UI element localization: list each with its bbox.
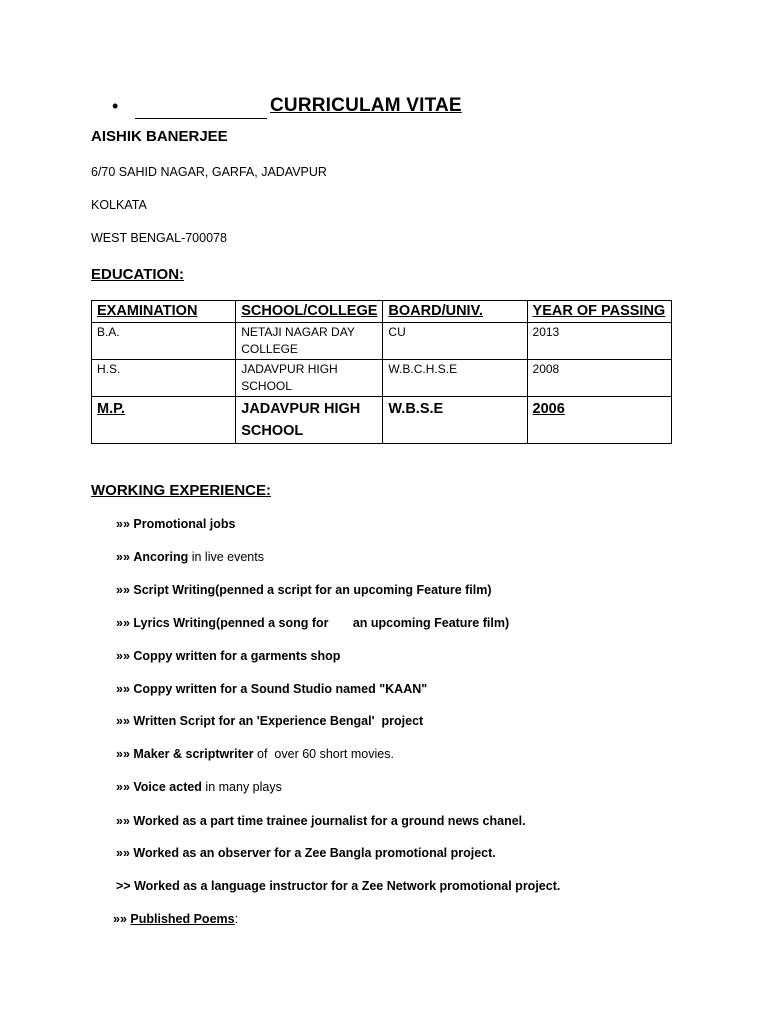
list-marker: »»	[116, 682, 130, 696]
list-item-text: of over 60 short movies.	[253, 747, 394, 761]
list-item	[116, 747, 394, 761]
cell-year	[527, 397, 671, 444]
address-line-1: 6/70 SAHID NAGAR, GARFA, JADAVPUR	[91, 165, 327, 179]
list-item	[116, 780, 282, 794]
list-item	[116, 846, 496, 860]
list-item-text: in live events	[188, 550, 264, 564]
list-marker: »»	[116, 714, 130, 728]
list-item-bold: Coppy written for a Sound Studio named "KAAN"	[133, 682, 428, 696]
title-rule	[135, 118, 267, 119]
list-marker: »»	[116, 814, 130, 828]
cell-exam-text: M.P.	[97, 401, 125, 417]
list-item-bold: Written Script for an 'Experience Bengal' project	[133, 714, 424, 728]
list-marker: »»	[116, 517, 130, 531]
cell-year: 2013	[527, 323, 671, 360]
published-poems-item	[113, 912, 238, 926]
cell-exam: H.S.	[92, 360, 236, 397]
cell-exam: B.A.	[92, 323, 236, 360]
list-marker: >>	[116, 879, 131, 893]
list-item-bold: Worked as a language instructor for a Zee Network promotional project.	[134, 879, 561, 893]
list-item-bold: Lyrics Writing(penned a song for an upcoming Feature film)	[133, 616, 510, 630]
experience-heading: WORKING EXPERIENCE:	[91, 482, 272, 499]
education-table	[91, 300, 672, 444]
list-marker: »»	[116, 846, 130, 860]
list-item-bold: Script Writing(penned a script for an upcoming Feature film)	[133, 583, 492, 597]
candidate-name: AISHIK BANERJEE	[91, 128, 228, 145]
list-item-text: in many plays	[201, 780, 282, 794]
list-item-bold: Worked as an observer for a Zee Bangla promotional project.	[133, 846, 496, 860]
published-poems-label: Published Poems	[130, 912, 235, 926]
table-row	[92, 397, 672, 444]
page-title: CURRICULAM VITAE	[270, 95, 462, 116]
cell-exam	[92, 397, 236, 444]
cell-school: JADAVPUR HIGH SCHOOL	[236, 397, 383, 444]
cell-school: NETAJI NAGAR DAY COLLEGE	[236, 323, 383, 360]
list-item-bold: Voice acted	[133, 780, 202, 794]
list-item-bold: Maker & scriptwriter	[133, 747, 254, 761]
list-marker: »»	[116, 780, 130, 794]
table-header-row	[92, 301, 672, 323]
title-bullet: •	[112, 96, 119, 116]
cell-board: W.B.S.E	[383, 397, 527, 444]
list-marker: »»	[116, 616, 130, 630]
column-header: EXAMINATION	[92, 301, 236, 323]
table-row	[92, 323, 672, 360]
list-marker: »»	[113, 912, 127, 926]
list-marker: »»	[116, 747, 130, 761]
address-line-2: KOLKATA	[91, 198, 147, 212]
list-item-bold: Coppy written for a garments shop	[133, 649, 341, 663]
list-marker: »»	[116, 550, 130, 564]
column-header: SCHOOL/COLLEGE	[236, 301, 383, 323]
table-row	[92, 360, 672, 397]
address-line-3: WEST BENGAL-700078	[91, 231, 227, 245]
cell-year-text: 2006	[532, 401, 565, 417]
list-item	[116, 616, 509, 630]
list-marker: »»	[116, 583, 130, 597]
list-item-bold: Promotional jobs	[133, 517, 236, 531]
list-item-bold: Worked as a part time trainee journalist for a ground news chanel.	[133, 814, 526, 828]
list-item	[116, 879, 560, 893]
list-item	[116, 649, 340, 663]
cell-school: JADAVPUR HIGH SCHOOL	[236, 360, 383, 397]
list-item	[116, 714, 423, 728]
cell-board: W.B.C.H.S.E	[383, 360, 527, 397]
education-heading: EDUCATION:	[91, 266, 185, 283]
list-marker: »»	[116, 649, 130, 663]
published-poems-suffix: :	[234, 912, 239, 926]
list-item	[116, 517, 235, 531]
list-item	[116, 583, 492, 597]
list-item	[116, 814, 526, 828]
cell-year: 2008	[527, 360, 671, 397]
list-item	[116, 550, 264, 564]
column-header: YEAR OF PASSING	[527, 301, 671, 323]
cell-board: CU	[383, 323, 527, 360]
list-item	[116, 682, 427, 696]
list-item-bold: Ancoring	[133, 550, 189, 564]
column-header: BOARD/UNIV.	[383, 301, 527, 323]
